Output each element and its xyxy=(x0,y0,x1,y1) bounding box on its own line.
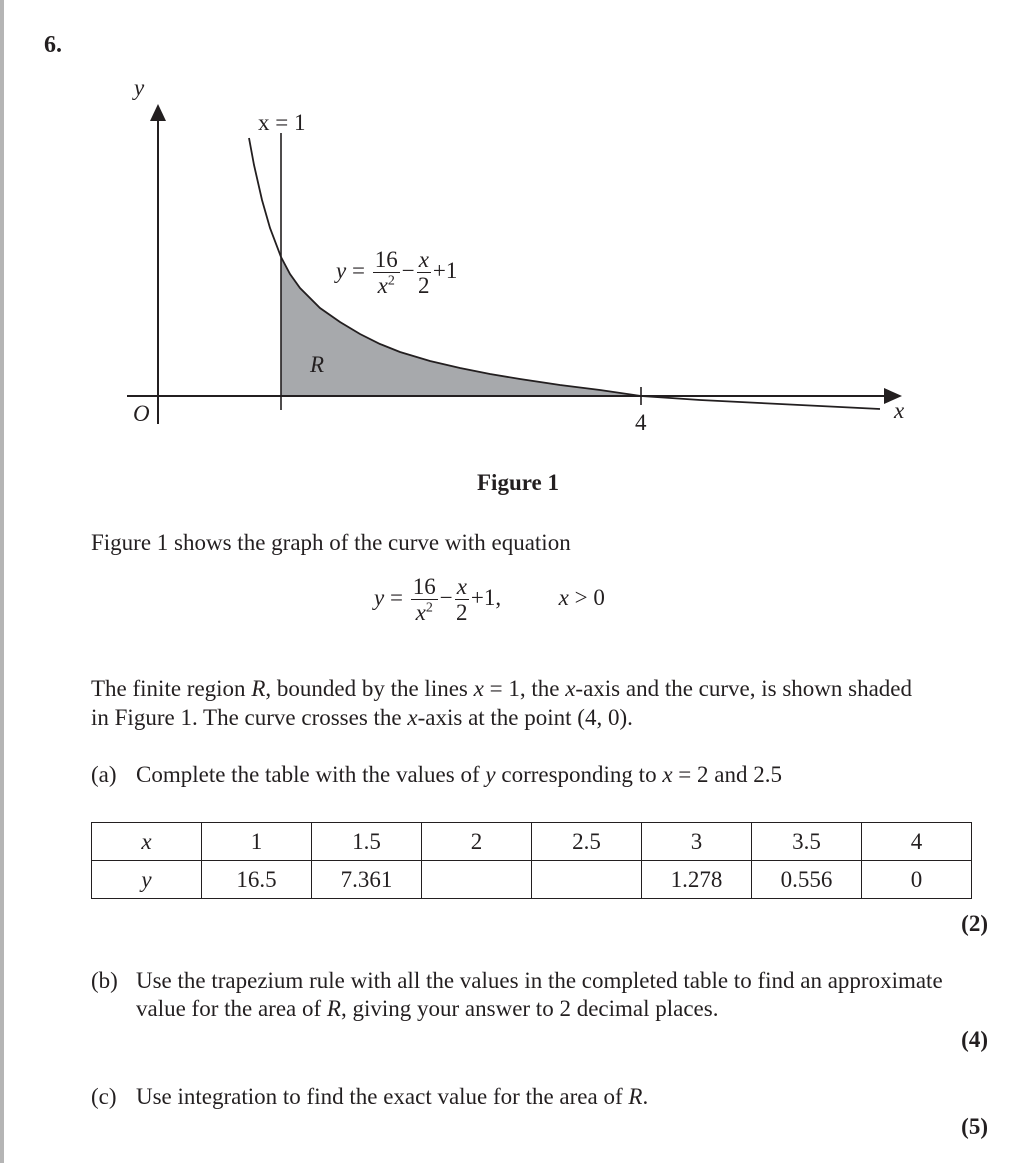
part-c-text: Use integration to find the exact value for the area of R. xyxy=(136,1084,649,1109)
equation-condition: > 0 xyxy=(568,584,605,610)
equation-fraction-x-over-2: $\frac{x}{2}$ xyxy=(456,574,468,625)
table-cell: 3.5 xyxy=(752,823,862,861)
values-table xyxy=(91,822,972,899)
equation-fraction-16-over-x-squared: $\frac{16}{x^2}$ xyxy=(412,574,436,625)
part-a-marks: (2) xyxy=(961,911,988,936)
part-b-text-line-2: value for the area of R, giving your answer to 2 decimal places. xyxy=(136,996,719,1021)
part-c-label: (c) xyxy=(91,1084,117,1109)
part-c-marks: (5) xyxy=(961,1114,988,1139)
x-tick-4-label: 4 xyxy=(635,410,647,435)
table-row-x xyxy=(92,823,972,861)
y-axis-label: y xyxy=(134,75,145,100)
table-cell: 0.556 xyxy=(752,861,862,899)
region-r-shading xyxy=(281,257,641,396)
equation-condition-var: x xyxy=(558,584,569,610)
table-cell: 4 xyxy=(862,823,972,861)
region-description-line-1: The finite region R, bounded by the lines x = 1, the x-axis and the curve, is shown shaded xyxy=(91,676,913,701)
part-b-label: (b) xyxy=(91,968,118,993)
y-axis-arrow xyxy=(150,104,166,121)
region-description-line-2: in Figure 1. The curve crosses the x-axis at the point (4, 0). xyxy=(91,705,633,730)
table-row-y xyxy=(92,861,972,899)
table-cell: 3 xyxy=(642,823,752,861)
part-b-marks: (4) xyxy=(961,1027,988,1052)
x-axis-label: x xyxy=(894,398,905,423)
question-number: 6. xyxy=(44,32,62,58)
table-cell-blank-y-at-2-5[interactable] xyxy=(532,861,642,899)
figure-caption: Figure 1 xyxy=(477,470,559,495)
origin-label: O xyxy=(133,401,150,426)
intro-text: Figure 1 shows the graph of the curve with equation xyxy=(91,530,571,555)
table-cell-blank-y-at-2[interactable] xyxy=(422,861,532,899)
table-cell: 7.361 xyxy=(312,861,422,899)
line-x-equals-1-label: x = 1 xyxy=(258,110,306,135)
table-cell: 2.5 xyxy=(532,823,642,861)
fraction-x-over-2: $\frac{x}{2}$ xyxy=(418,247,430,298)
fraction-16-over-x-squared: $\frac{16}{x^2}$ xyxy=(374,247,398,298)
part-b-text-line-1: Use the trapezium rule with all the values in the completed table to find an approximate xyxy=(136,968,943,993)
figure-1-graph xyxy=(0,0,1016,460)
part-a-text: Complete the table with the values of y corresponding to x = 2 and 2.5 xyxy=(136,762,782,787)
curve-equation-label: y = $\frac{16}{x^2}$ − $\frac{x}{2}$ +1 xyxy=(336,247,458,298)
table-cell: 1 xyxy=(202,823,312,861)
table-cell: 16.5 xyxy=(202,861,312,899)
table-cell: 1.5 xyxy=(312,823,422,861)
table-header-x: x xyxy=(92,823,202,861)
table-header-y: y xyxy=(92,861,202,899)
table-cell: 2 xyxy=(422,823,532,861)
part-a-label: (a) xyxy=(91,762,117,787)
table-cell: 1.278 xyxy=(642,861,752,899)
region-r-label: R xyxy=(310,352,325,377)
table-cell: 0 xyxy=(862,861,972,899)
curve-equation: y = $\frac{16}{x^2}$ − $\frac{x}{2}$ +1, x > 0 xyxy=(374,574,605,625)
